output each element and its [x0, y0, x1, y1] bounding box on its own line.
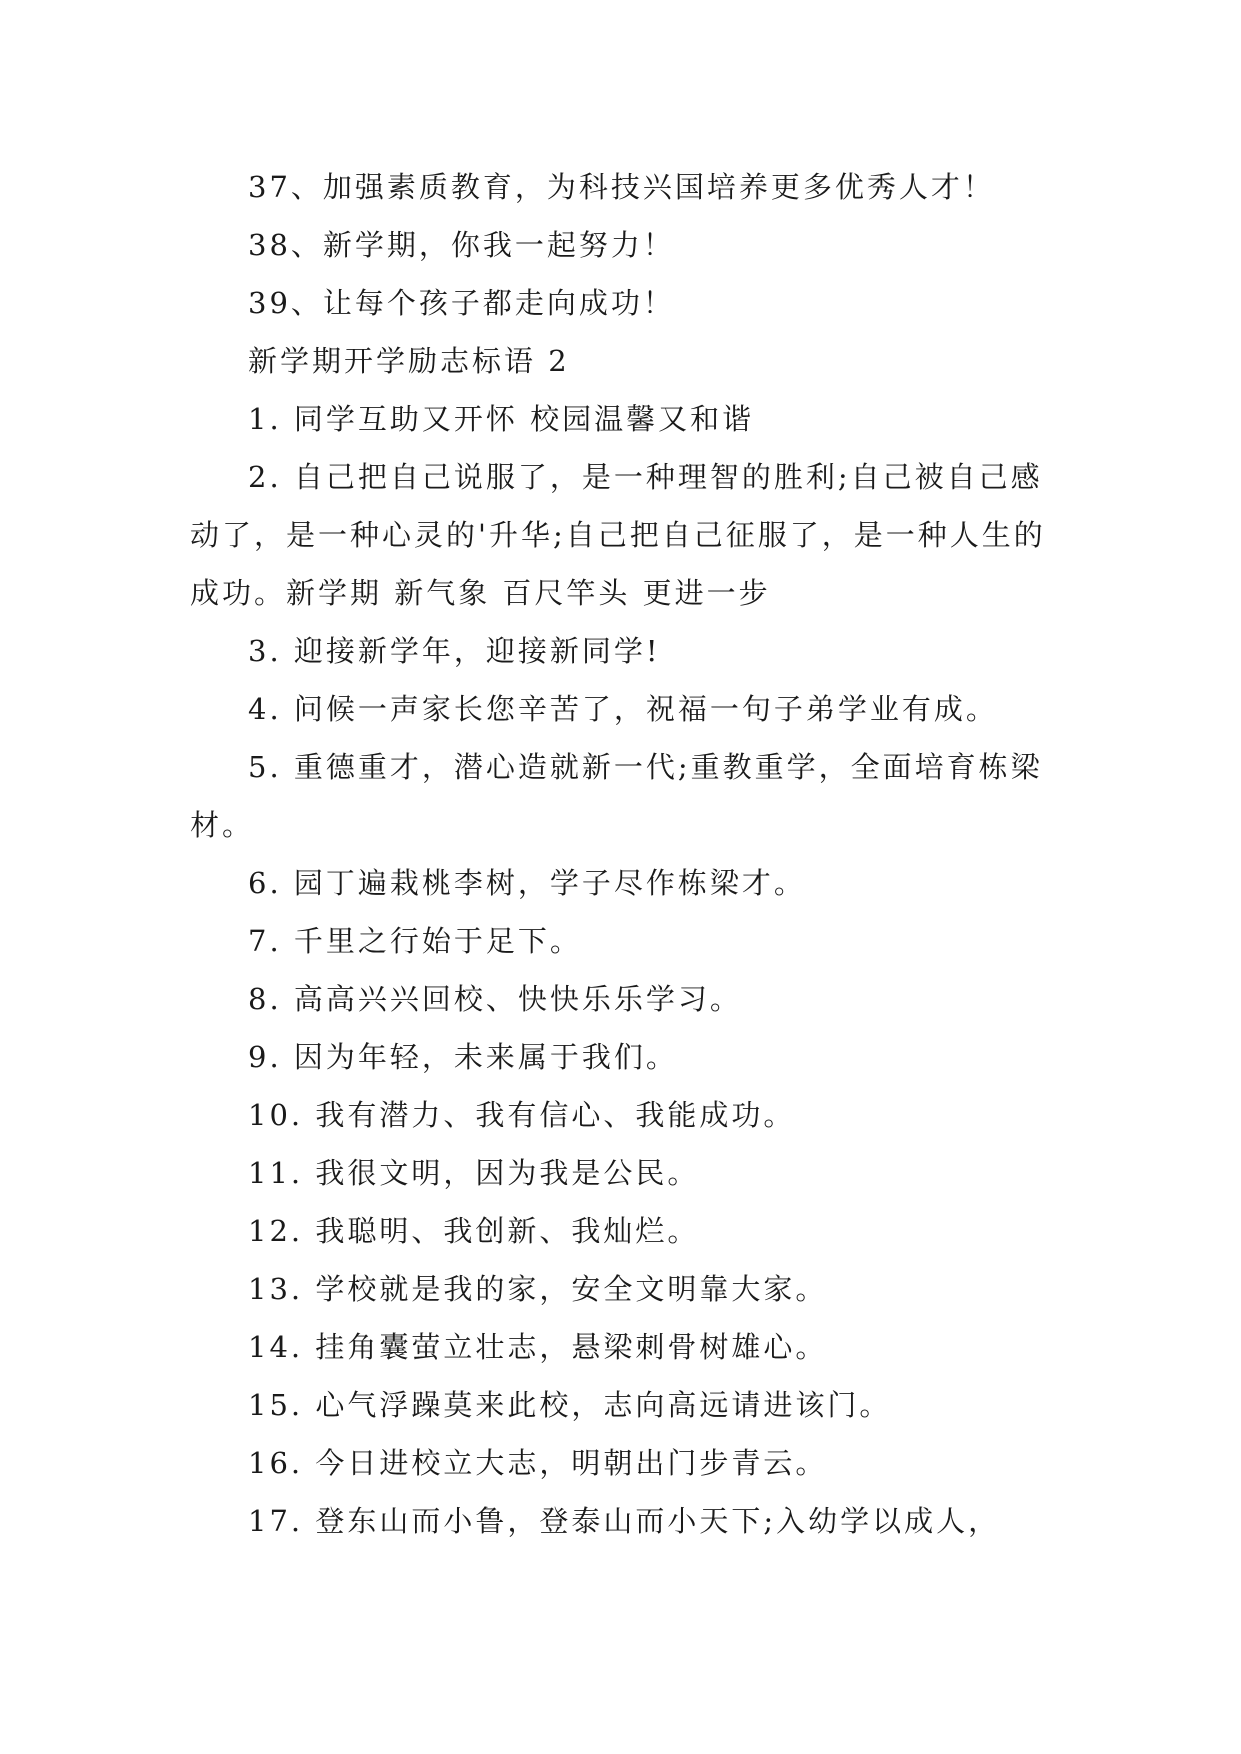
section-heading: 新学期开学励志标语 2	[248, 344, 570, 378]
list-item-5: 5. 重德重才，潜心造就新一代;重教重学，全面培育栋梁材。	[190, 750, 1043, 842]
paragraph-37: 37、加强素质教育，为科技兴国培养更多优秀人才！	[248, 170, 995, 204]
list-item-11: 11. 我很文明，因为我是公民。	[248, 1156, 700, 1190]
paragraph-38: 38、新学期，你我一起努力！	[248, 228, 675, 262]
list-item-8: 8. 高高兴兴回校、快快乐乐学习。	[248, 982, 742, 1016]
list-item-17: 17. 登东山而小鲁，登泰山而小天下;入幼学以成人，	[248, 1504, 1001, 1538]
document-body	[190, 158, 1050, 1550]
list-item-13: 13. 学校就是我的家，安全文明靠大家。	[248, 1272, 828, 1306]
list-item-2: 2. 自己把自己说服了，是一种理智的胜利;自己被自己感动了，是一种心灵的'升华;自己把自己征服了，是一种人生的成功。新学期 新气象 百尺竿头 更进一步	[190, 460, 1046, 610]
list-item-1: 1. 同学互助又开怀 校园温馨又和谐	[248, 402, 755, 436]
list-item-7: 7. 千里之行始于足下。	[248, 924, 582, 958]
list-item-14: 14. 挂角囊萤立壮志，悬梁刺骨树雄心。	[248, 1330, 828, 1364]
list-item-9: 9. 因为年轻，未来属于我们。	[248, 1040, 678, 1074]
paragraph-39: 39、让每个孩子都走向成功！	[248, 286, 675, 320]
list-item-15: 15. 心气浮躁莫来此校，志向高远请进该门。	[248, 1388, 892, 1422]
list-item-3: 3. 迎接新学年，迎接新同学!	[248, 634, 661, 668]
list-item-6: 6. 园丁遍栽桃李树，学子尽作栋梁才。	[248, 866, 806, 900]
list-item-10: 10. 我有潜力、我有信心、我能成功。	[248, 1098, 796, 1132]
list-item-4: 4. 问候一声家长您辛苦了，祝福一句子弟学业有成。	[248, 692, 998, 726]
list-item-12: 12. 我聪明、我创新、我灿烂。	[248, 1214, 700, 1248]
list-item-16: 16. 今日进校立大志，明朝出门步青云。	[248, 1446, 828, 1480]
